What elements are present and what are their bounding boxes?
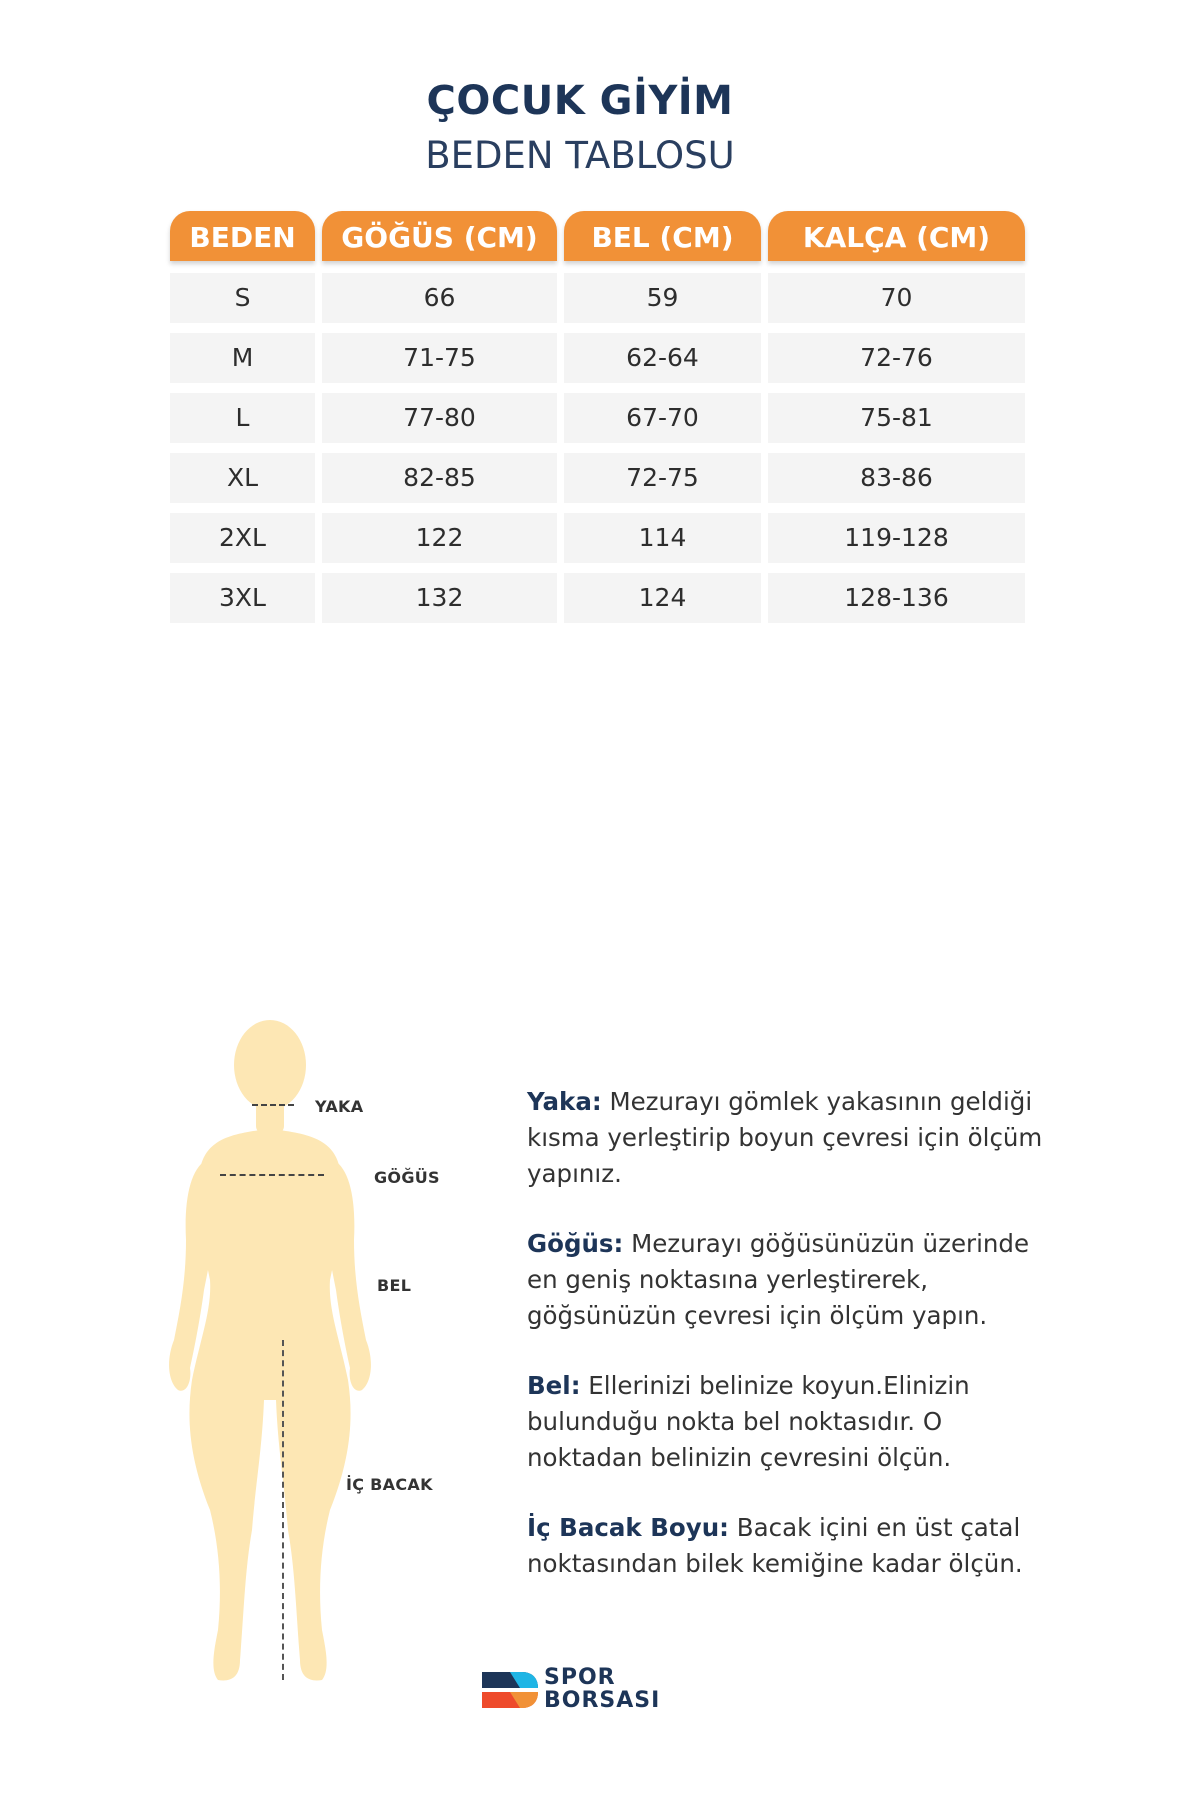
- cell-hip: 75-81: [768, 393, 1025, 443]
- table-row: [170, 573, 1025, 623]
- cell-hip: 70: [768, 273, 1025, 323]
- table-row: [170, 333, 1025, 383]
- cell-chest: 122: [322, 513, 557, 563]
- measurement-instructions: [527, 1084, 1047, 1616]
- label-ic-bacak: İÇ BACAK: [346, 1475, 433, 1494]
- table-row: [170, 513, 1025, 563]
- table-row: [170, 393, 1025, 443]
- spor-borsasi-logo: [480, 1665, 690, 1713]
- cell-hip: 128-136: [768, 573, 1025, 623]
- column-header-gogus: GÖĞÜS (CM): [322, 211, 557, 261]
- cell-waist: 59: [564, 273, 761, 323]
- page-title: ÇOCUK GİYİM: [426, 78, 734, 124]
- cell-chest: 66: [322, 273, 557, 323]
- cell-waist: 72-75: [564, 453, 761, 503]
- cell-hip: 72-76: [768, 333, 1025, 383]
- column-header-kalca: KALÇA (CM): [768, 211, 1025, 261]
- cell-waist: 114: [564, 513, 761, 563]
- cell-size: S: [170, 273, 315, 323]
- instruction-yaka: Yaka: Mezurayı gömlek yakasının geldiği kısma yerleştirip boyun çevresi için ölçüm yapınız.: [527, 1087, 1043, 1188]
- cell-chest: 82-85: [322, 453, 557, 503]
- cell-waist: 67-70: [564, 393, 761, 443]
- label-bel: BEL: [377, 1276, 412, 1295]
- cell-size: M: [170, 333, 315, 383]
- column-header-bel: BEL (CM): [564, 211, 761, 261]
- gogus-guide-line: [220, 1174, 324, 1176]
- table-row: [170, 453, 1025, 503]
- column-header-beden: BEDEN: [170, 211, 315, 261]
- label-gogus: GÖĞÜS: [374, 1168, 440, 1187]
- table-row: [170, 273, 1025, 323]
- instruction-bel: Bel: Ellerinizi belinize koyun.Elinizin bulunduğu nokta bel noktasıdır. O noktadan belinizin çevresini ölçün.: [527, 1371, 970, 1472]
- cell-size: L: [170, 393, 315, 443]
- cell-hip: 83-86: [768, 453, 1025, 503]
- cell-waist: 62-64: [564, 333, 761, 383]
- cell-chest: 71-75: [322, 333, 557, 383]
- cell-hip: 119-128: [768, 513, 1025, 563]
- instruction-ic-bacak: İç Bacak Boyu: Bacak içini en üst çatal noktasından bilek kemiğine kadar ölçün.: [527, 1513, 1023, 1578]
- cell-size: 2XL: [170, 513, 315, 563]
- cell-waist: 124: [564, 573, 761, 623]
- label-yaka: YAKA: [315, 1097, 364, 1116]
- instruction-gogus: Göğüs: Mezurayı göğüsünüzün üzerinde en geniş noktasına yerleştirerek, göğsünüzün çevresi için ölçüm yapın.: [527, 1229, 1030, 1330]
- size-table: [170, 211, 1025, 623]
- cell-size: XL: [170, 453, 315, 503]
- ic-bacak-guide-line: [282, 1340, 284, 1680]
- cell-chest: 77-80: [322, 393, 557, 443]
- page-subtitle: BEDEN TABLOSU: [425, 134, 735, 177]
- logo-mark-icon: [480, 1668, 540, 1712]
- table-header-row: [170, 211, 1025, 261]
- logo-wordmark: SPOR BORSASI: [544, 1665, 661, 1713]
- cell-chest: 132: [322, 573, 557, 623]
- yaka-guide-line: [252, 1104, 294, 1106]
- cell-size: 3XL: [170, 573, 315, 623]
